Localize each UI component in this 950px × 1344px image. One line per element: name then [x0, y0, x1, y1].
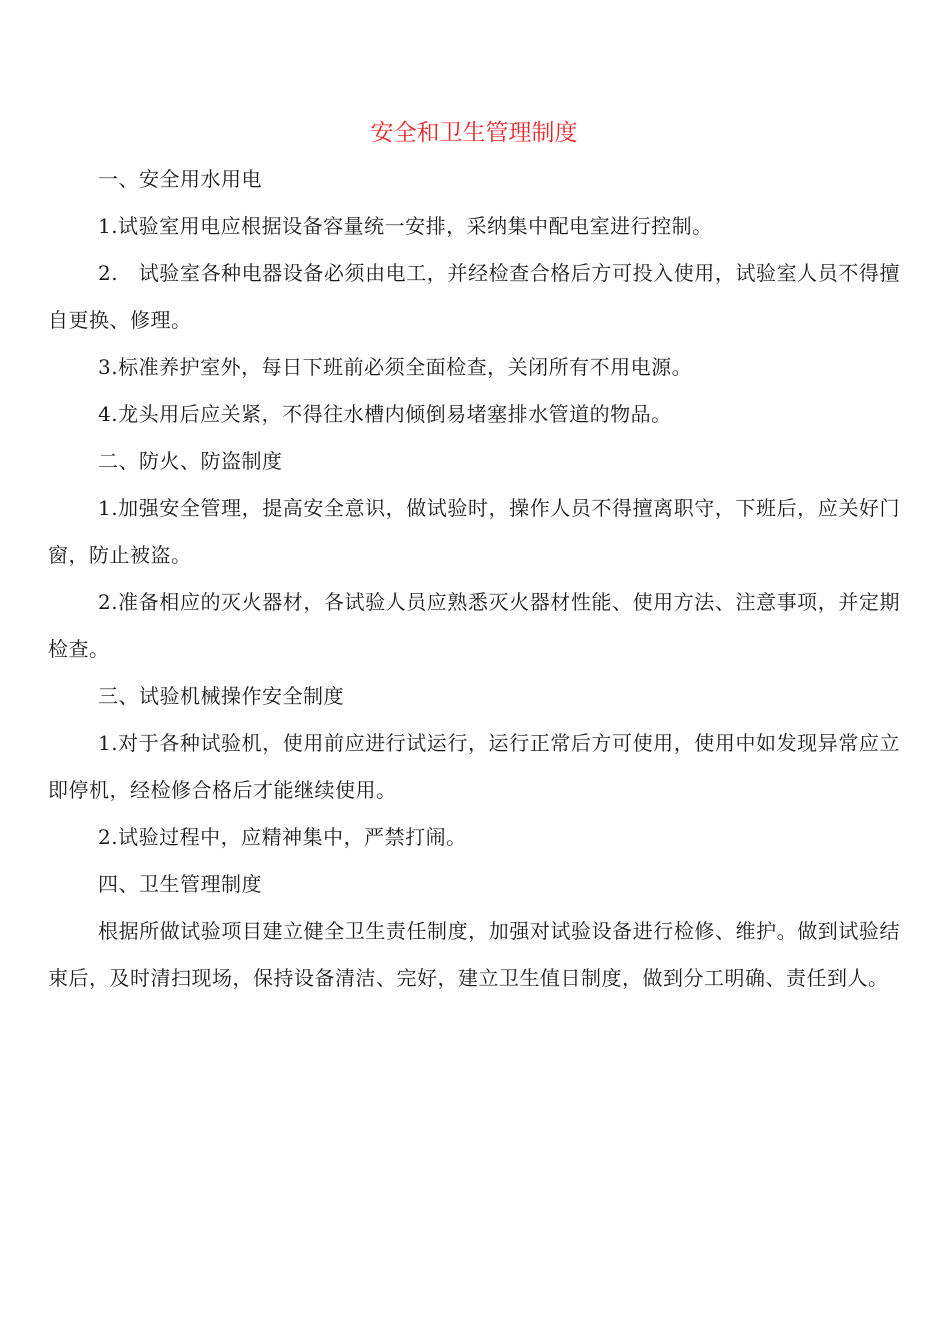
section-3-item-2: 2.试验过程中，应精神集中，严禁打闹。 [98, 825, 467, 849]
section-heading-3: 三、试验机械操作安全制度 [98, 684, 344, 708]
section-1-item-4: 4.龙头用后应关紧，不得往水槽内倾倒易堵塞排水管道的物品。 [98, 402, 672, 426]
section-1-item-3: 3.标准养护室外，每日下班前必须全面检查，关闭所有不用电源。 [98, 355, 693, 379]
section-1-item-2: 2. 试验室各种电器设备必须由电工，并经检查合格后方可投入使用，试验室人员不得擅自更换、修理。 [48, 261, 900, 332]
section-heading-2: 二、防火、防盗制度 [98, 449, 283, 473]
document-page [48, 110, 900, 1002]
section-1-item-1: 1.试验室用电应根据设备容量统一安排，采纳集中配电室进行控制。 [98, 214, 713, 238]
section-4-item-1: 根据所做试验项目建立健全卫生责任制度，加强对试验设备进行检修、维护。做到试验结束后，及时清扫现场，保持设备清洁、完好，建立卫生值日制度，做到分工明确、责任到人。 [48, 919, 900, 990]
section-2-item-2: 2.准备相应的灭火器材，各试验人员应熟悉灭火器材性能、使用方法、注意事项，并定期检查。 [48, 590, 900, 661]
document-title: 安全和卫生管理制度 [370, 120, 578, 146]
section-2-item-1: 1.加强安全管理，提高安全意识，做试验时，操作人员不得擅离职守，下班后，应关好门窗，防止被盗。 [48, 496, 900, 567]
section-3-item-1: 1.对于各种试验机，使用前应进行试运行，运行正常后方可使用，使用中如发现异常应立即停机，经检修合格后才能继续使用。 [48, 731, 900, 802]
section-heading-1: 一、安全用水用电 [98, 167, 262, 191]
section-heading-4: 四、卫生管理制度 [98, 872, 262, 896]
